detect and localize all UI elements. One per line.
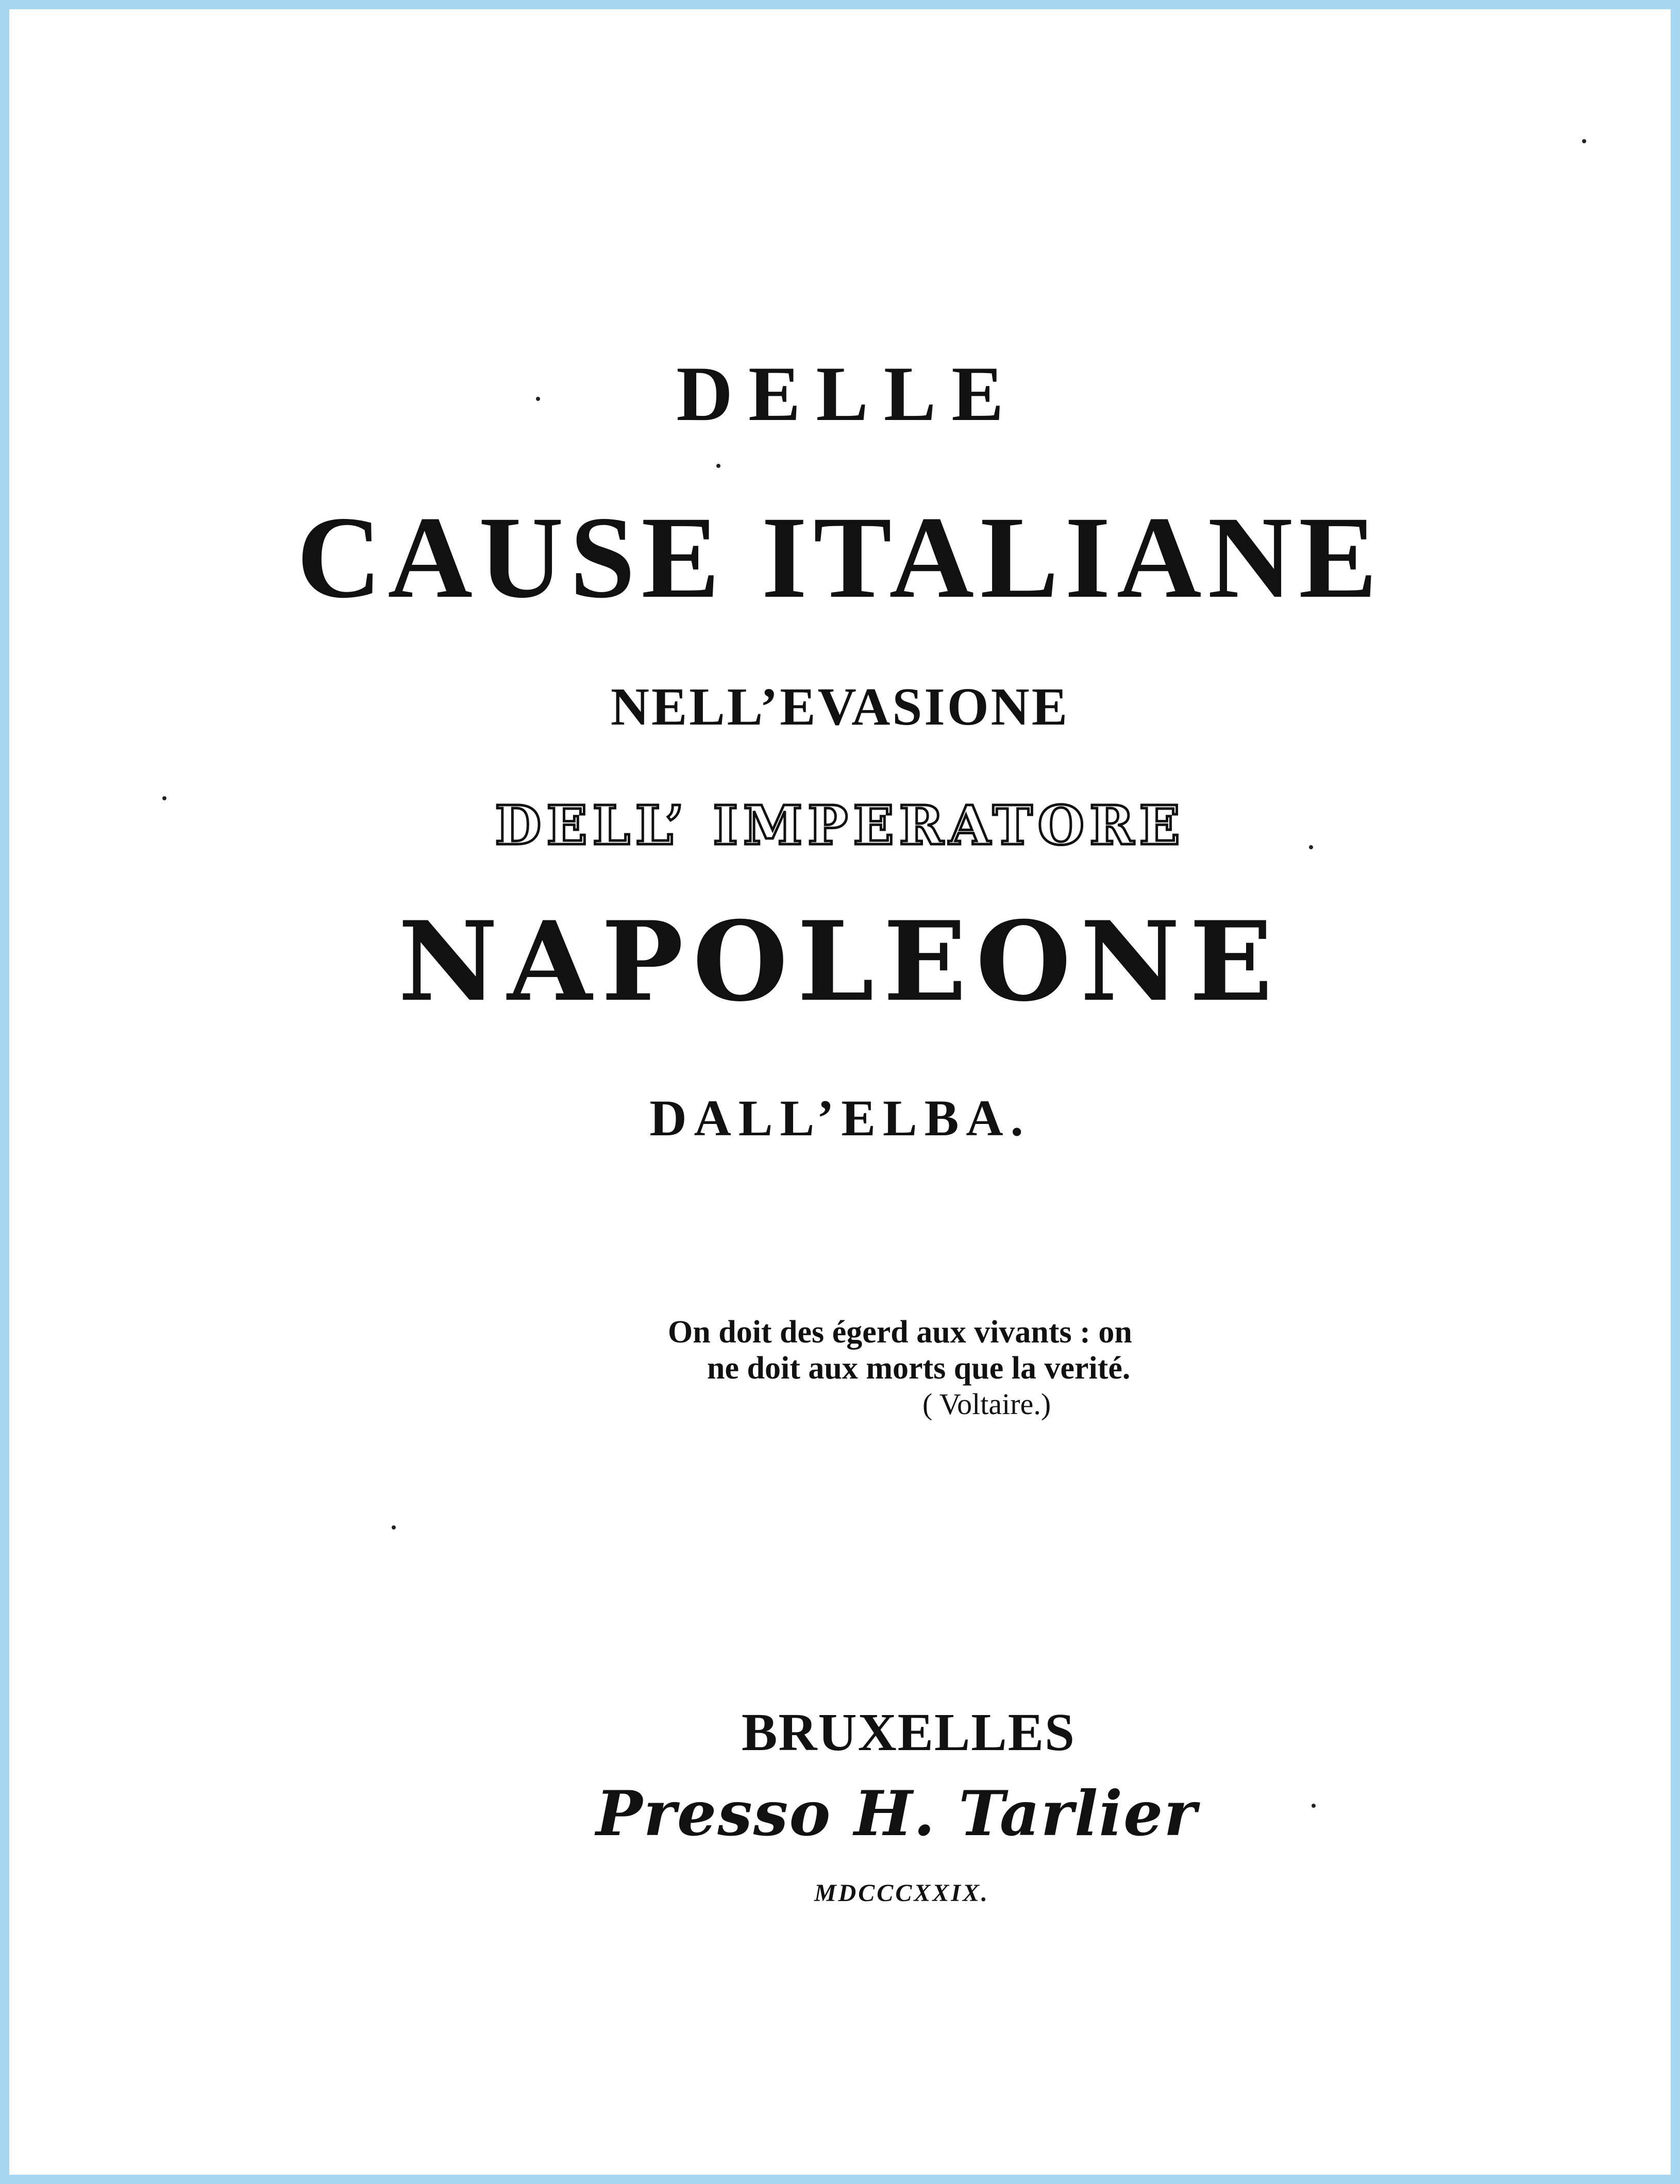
imprint-city: BRUXELLES bbox=[742, 1703, 1076, 1762]
imprint-year: MDCCCXXIX. bbox=[814, 1879, 990, 1907]
title-line-dell-imperatore: DELL’ IMPERATORE bbox=[495, 794, 1185, 857]
title-line-dall-elba: DALL’ELBA. bbox=[649, 1089, 1031, 1147]
print-speck bbox=[162, 796, 166, 800]
title-line-delle: DELLE bbox=[676, 350, 1019, 437]
title-line-cause-italiane: CAUSE ITALIANE bbox=[296, 493, 1384, 623]
imprint-publisher: Presso H. Tarlier bbox=[596, 1777, 1198, 1850]
epigraph-attribution: ( Voltaire.) bbox=[922, 1387, 1051, 1421]
print-speck bbox=[1312, 1804, 1316, 1808]
epigraph-line-1: On doit des égerd aux vivants : on bbox=[668, 1315, 1132, 1350]
print-speck bbox=[716, 464, 720, 468]
title-line-napoleone: NAPOLEONE bbox=[398, 897, 1282, 1026]
print-speck bbox=[1309, 845, 1313, 849]
print-speck bbox=[536, 397, 540, 401]
print-speck bbox=[1582, 139, 1586, 143]
title-line-nell-evasione: NELL’EVASIONE bbox=[610, 677, 1070, 736]
epigraph-line-2: ne doit aux morts que la verité. bbox=[707, 1351, 1131, 1386]
print-speck bbox=[392, 1525, 396, 1530]
